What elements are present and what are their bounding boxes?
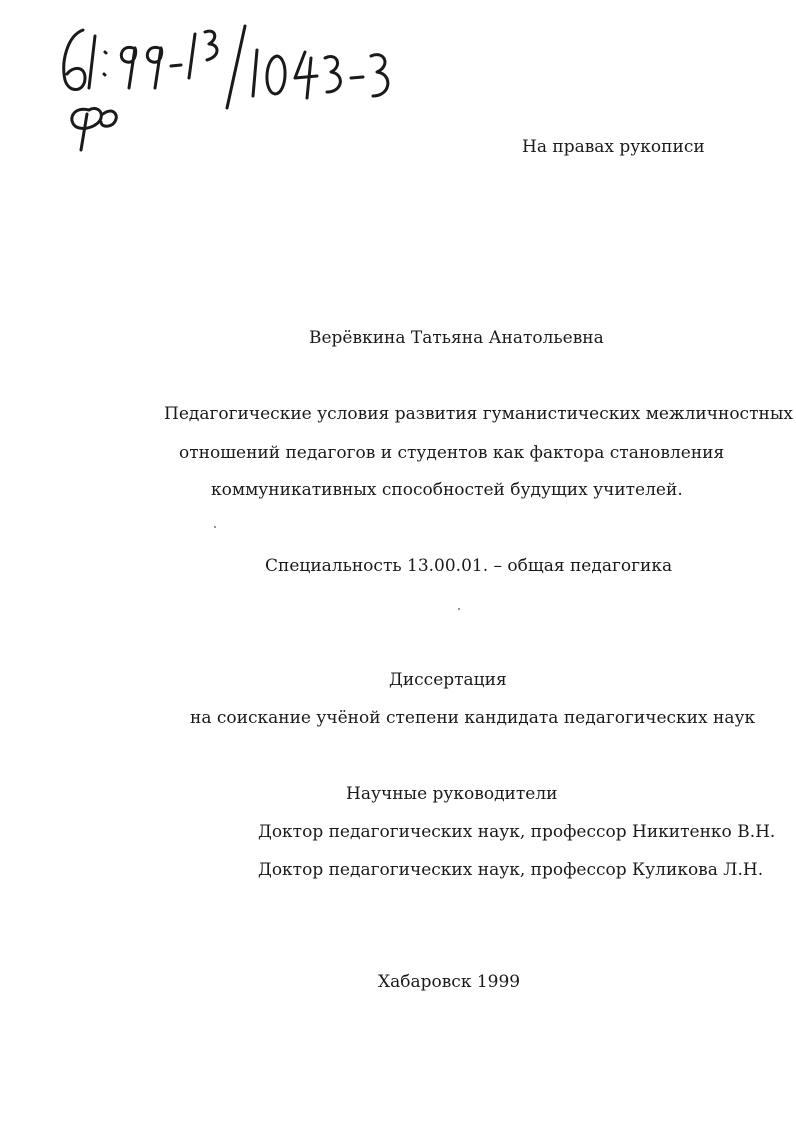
supervisor-2: Доктор педагогических наук, профессор Куликова Л.Н. — [258, 860, 764, 880]
author-name: Верёвкина Татьяна Анатольевна — [309, 328, 604, 348]
handwritten-code-drawing — [55, 22, 435, 152]
specialty: Специальность 13.00.01. – общая педагогика — [265, 556, 673, 576]
scan-speck — [458, 608, 460, 610]
title-line-3: коммуникативных способностей будущих учителей. — [211, 480, 683, 500]
supervisor-1: Доктор педагогических наук, профессор Никитенко В.Н. — [258, 822, 776, 842]
title-line-1: Педагогические условия развития гуманистических межличностных — [164, 404, 793, 424]
title-line-2: отношений педагогов и студентов как фактора становления — [179, 443, 725, 463]
work-type: Диссертация — [389, 670, 507, 690]
handwritten-archive-code — [55, 22, 435, 152]
manuscript-rights-note: На правах рукописи — [522, 137, 705, 157]
supervisors-heading: Научные руководители — [346, 784, 558, 804]
city-year: Хабаровск 1999 — [378, 972, 521, 992]
scan-speck — [214, 526, 216, 528]
degree-line: на соискание учёной степени кандидата педагогических наук — [190, 708, 756, 728]
